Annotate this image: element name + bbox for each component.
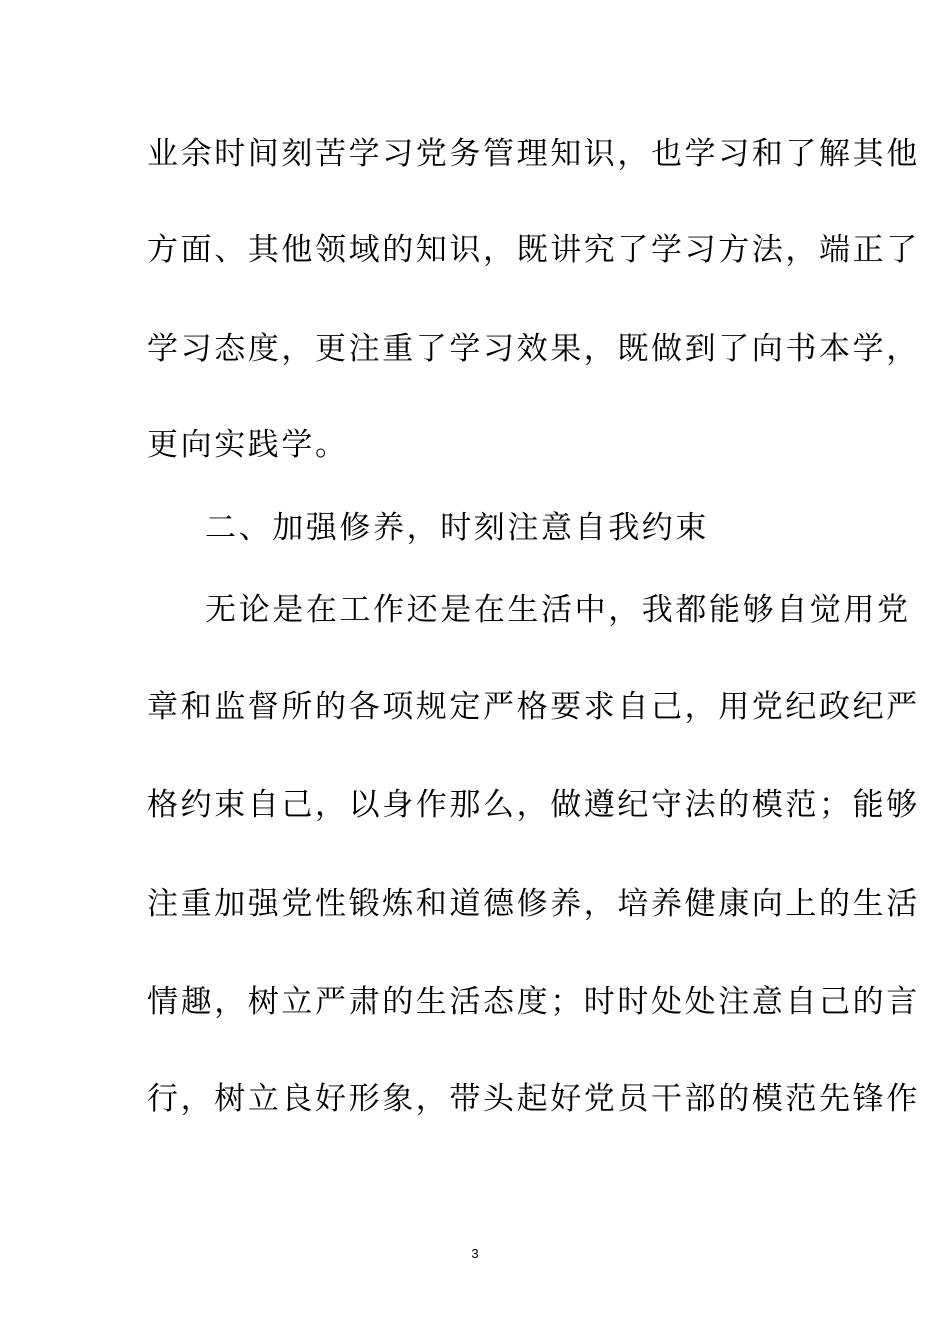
body-text-line: 方面、其他领域的知识，既讲究了学习方法，端正了 [147,232,920,268]
body-text-line: 章和监督所的各项规定严格要求自己，用党纪政纪严 [147,689,920,725]
body-text-line: 情趣，树立严肃的生活态度；时时处处注意自己的言 [147,984,920,1020]
paragraph-first-line: 无论是在工作还是在生活中，我都能够自觉用党 [205,592,911,628]
body-text-line: 格约束自己，以身作那么，做遵纪守法的模范；能够 [147,787,920,823]
page-number: 3 [471,1246,479,1261]
section-heading: 二、加强修养，时刻注意自我约束 [205,510,709,546]
body-text-line: 更向实践学。 [147,427,349,463]
body-text-line: 行，树立良好形象，带头起好党员干部的模范先锋作 [147,1081,920,1117]
body-text-line: 学习态度，更注重了学习效果，既做到了向书本学， [147,331,920,367]
body-text-line: 注重加强党性锻炼和道德修养，培养健康向上的生活 [147,886,920,922]
body-text-line: 业余时间刻苦学习党务管理知识，也学习和了解其他 [147,136,920,172]
